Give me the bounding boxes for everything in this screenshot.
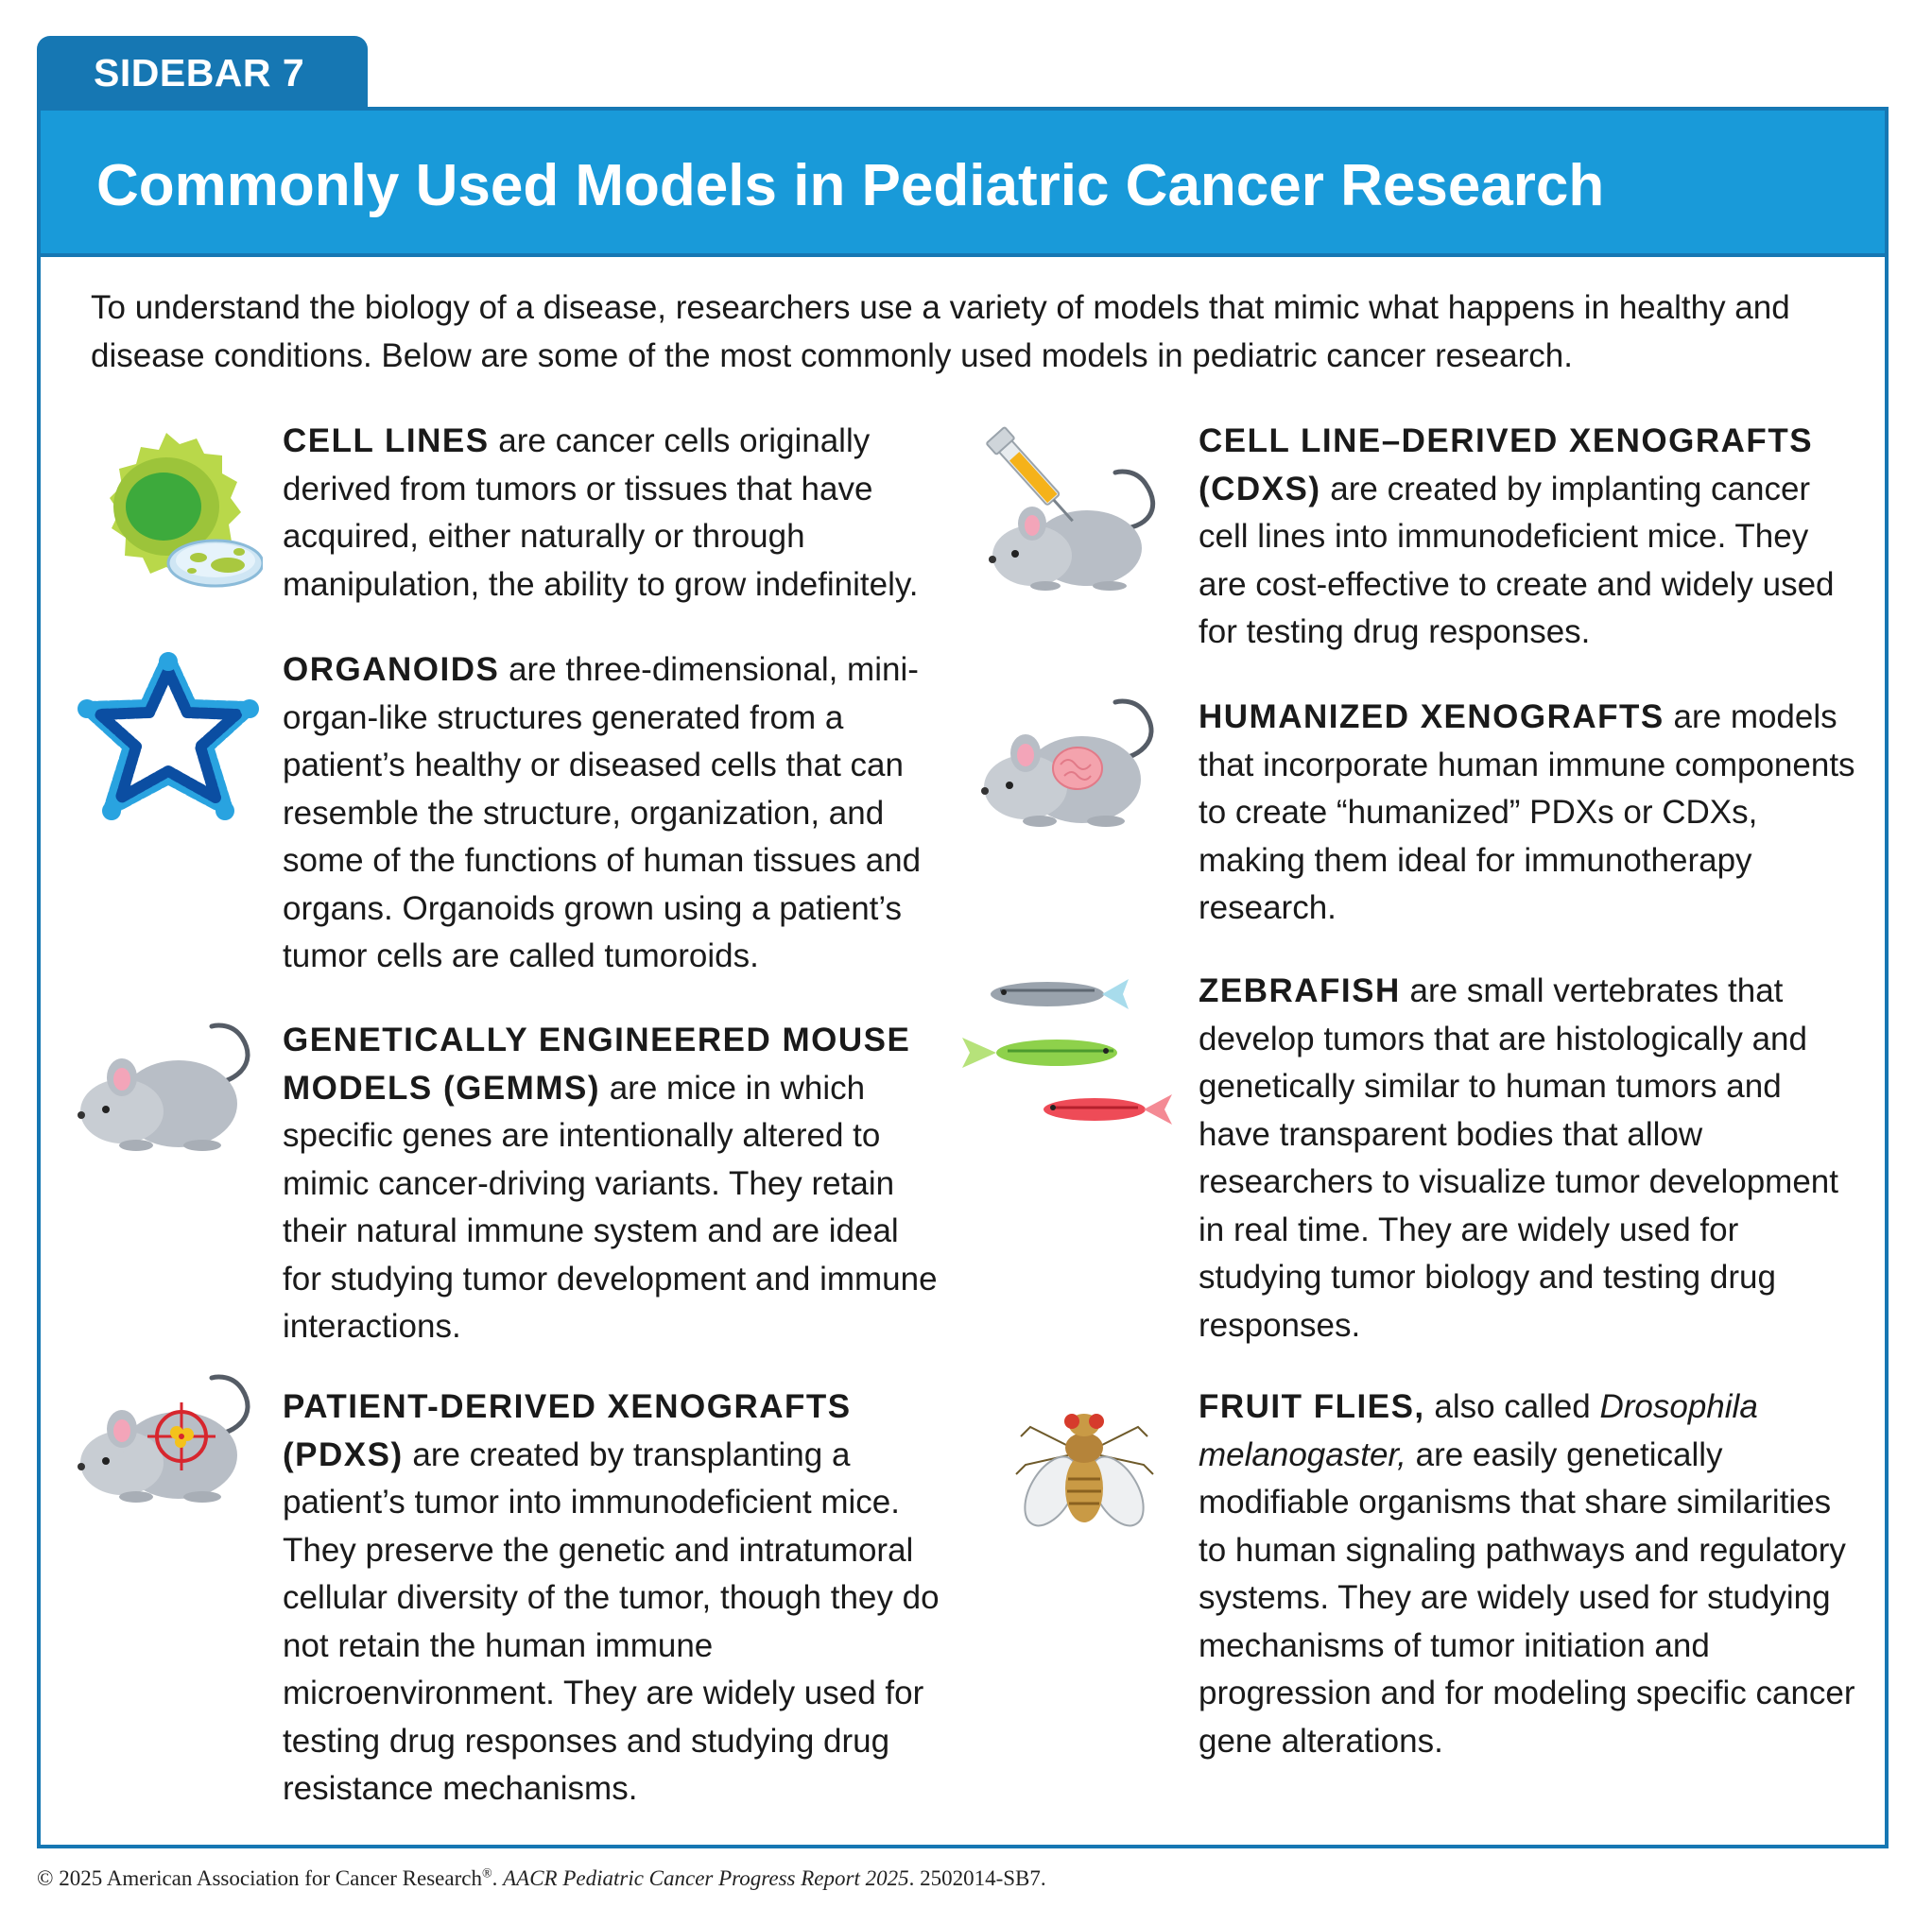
- model-term: PATIENT-DERIVED XENOGRAFTS (PDXS): [283, 1388, 852, 1473]
- report-id: . 2502014-SB7.: [908, 1866, 1046, 1890]
- sidebar-tab: [37, 36, 368, 110]
- report-title: AACR Pediatric Cancer Progress Report 2025: [503, 1866, 909, 1890]
- intro-paragraph: To understand the biology of a disease, researchers use a variety of models that mimic what happens in healthy and disease conditions. Below are some of the most commonly used models in pediatric cancer research.: [91, 289, 1790, 374]
- model-organoids: [283, 646, 944, 981]
- fruit-fly-icon: [1002, 1380, 1167, 1545]
- model-description-a: also called: [1424, 1388, 1600, 1425]
- mouse-syringe-icon: [974, 425, 1163, 595]
- model-description: are three-dimensional, mini-organ-like structures generated from a patient’s healthy or diseased cells that can resemble the structure, organization, and some of the functions of human tissues and organs. Organoids grown using a patient’s tumor cells are called tumoroids.: [283, 651, 922, 974]
- model-description: are cancer cells originally derived from tumors or tissues that have acquired, either naturally or through manipulation, the ability to grow indefinitely.: [283, 422, 919, 603]
- model-term: CELL LINES: [283, 422, 490, 459]
- page-title: Commonly Used Models in Pediatric Cancer Research: [96, 153, 1605, 218]
- model-term: FRUIT FLIES,: [1199, 1388, 1425, 1425]
- species-name: Drosophila melanogaster,: [1199, 1388, 1758, 1473]
- model-term: HUMANIZED XENOGRAFTS: [1199, 698, 1665, 735]
- model-cdxs: [1199, 418, 1860, 657]
- zebrafish-icon: [962, 966, 1180, 1131]
- model-description-b: are easily genetically modifiable organisms that share similarities to human signaling pathways and regulatory systems. They are widely used for studying mechanisms of tumor initiation and progression and for modeling specific cancer gene alterations.: [1199, 1435, 1855, 1760]
- copyright-text: © 2025 American Association for Cancer Research: [37, 1866, 482, 1890]
- title-banner: [41, 111, 1885, 257]
- model-description: are mice in which specific genes are intentionally altered to mimic cancer-driving variants. They retain their natural immune system and are ideal for studying tumor development and immune interactions.: [283, 1069, 938, 1345]
- model-description: are created by transplanting a patient’s tumor into immunodeficient mice. They preserve the genetic and intratumoral cellular diversity of the tumor, though they do not retain the human immune microenvironment. They are widely used for testing drug responses and studying drug resistance mechanisms.: [283, 1435, 940, 1807]
- registered-mark: ®: [481, 1866, 492, 1882]
- organoid-icon: [74, 650, 263, 830]
- footer-separator: .: [492, 1866, 504, 1890]
- model-term: ZEBRAFISH: [1199, 972, 1401, 1009]
- model-gemms: [283, 1017, 944, 1351]
- model-description: are models that incorporate human immune components to create “humanized” PDXs or CDXs, making them ideal for immunotherapy research.: [1199, 698, 1855, 926]
- model-pdxs: [283, 1384, 944, 1813]
- model-term: ORGANOIDS: [283, 651, 500, 688]
- sidebar-tab-label: SIDEBAR 7: [94, 51, 305, 95]
- model-description: are small vertebrates that develop tumors that are histologically and genetically similar to human tumors and have transparent bodies that allow researchers to visualize tumor development in real time. They are widely used for studying tumor biology and testing drug responses.: [1199, 972, 1838, 1344]
- model-description: are created by implanting cancer cell lines into immunodeficient mice. They are cost-effective to create and widely used for testing drug responses.: [1199, 470, 1835, 650]
- model-zebrafish: [1199, 968, 1860, 1349]
- model-term: CELL LINE–DERIVED XENOGRAFTS (CDXS): [1199, 422, 1814, 507]
- cell-culture-icon: [74, 423, 263, 595]
- model-humanized: [1199, 694, 1860, 933]
- mouse-target-icon: [70, 1370, 259, 1512]
- mouse-brain-icon: [974, 695, 1163, 836]
- mouse-icon: [70, 1019, 259, 1160]
- model-term: GENETICALLY ENGINEERED MOUSE MODELS (GEMMS): [283, 1022, 911, 1107]
- copyright-footer: [37, 1866, 1046, 1891]
- model-fruit-flies: [1199, 1384, 1860, 1765]
- model-cell-lines: [283, 418, 944, 609]
